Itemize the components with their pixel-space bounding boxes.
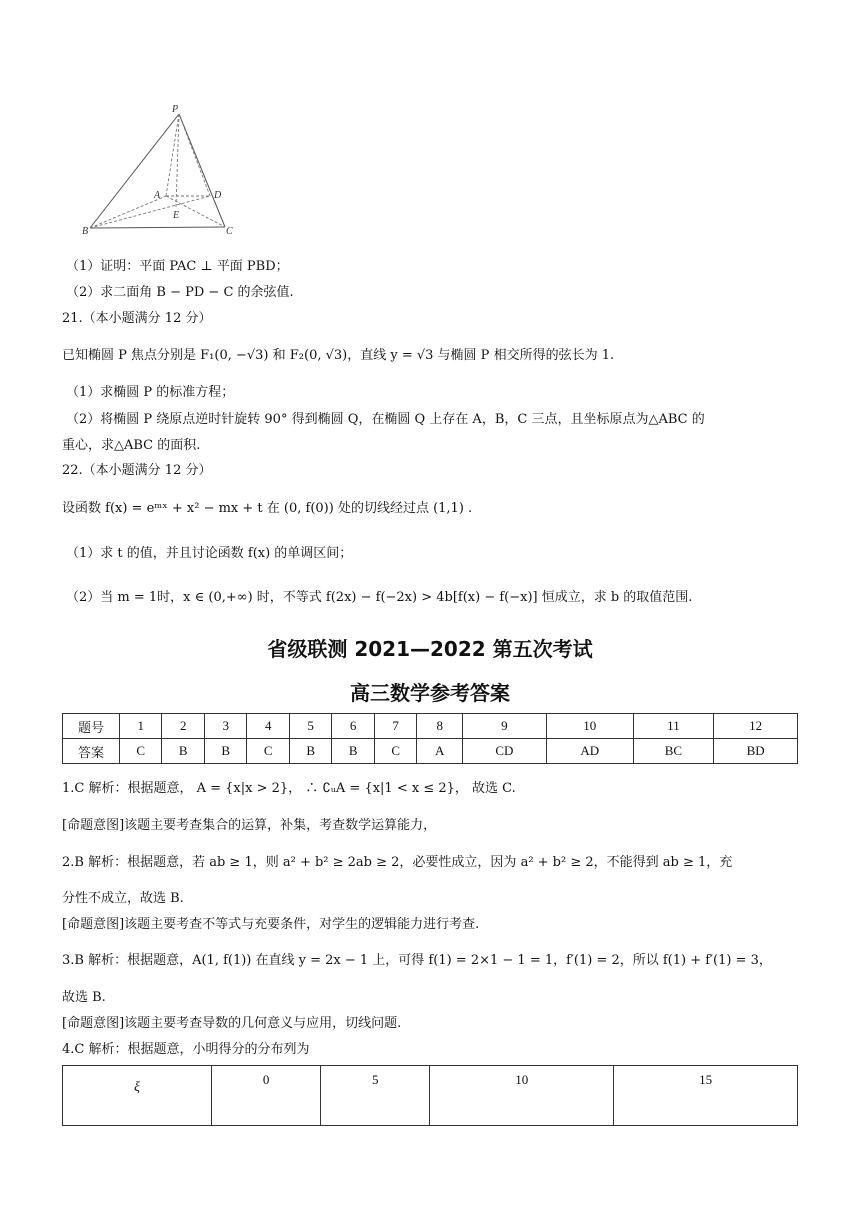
answer-cell: CD bbox=[463, 739, 547, 764]
q22-stem: 设函数 f(x) = eᵐˣ + x² − mx + t 在 (0, f(0)) 处的切线经过点 (1,1) . bbox=[62, 501, 473, 516]
distribution-value: 15 bbox=[614, 1066, 798, 1126]
row-label-number: 题号 bbox=[63, 714, 120, 739]
label-b: B bbox=[82, 226, 89, 237]
answer-cell: BC bbox=[633, 739, 714, 764]
question-number: 10 bbox=[546, 714, 633, 739]
question-number: 11 bbox=[633, 714, 714, 739]
solution-2-line2: 分性不成立，故选 B. bbox=[62, 891, 184, 906]
q21-stem: 已知椭圆 P 焦点分别是 F₁(0, −√3) 和 F₂(0, √3)，直线 y = √3 与椭圆 P 相交所得的弦长为 1. bbox=[62, 348, 615, 363]
question-number: 9 bbox=[463, 714, 547, 739]
answer-cell: B bbox=[289, 739, 331, 764]
answer-cell: B bbox=[204, 739, 246, 764]
pyramid-figure bbox=[78, 100, 248, 240]
answers-title-sub: 高三数学参考答案 bbox=[350, 681, 510, 705]
q22-part2: （2）当 m = 1时，x ∈ (0,+∞) 时，不等式 f(2x) − f(−2x) > 4b[f(x) − f(−x)] 恒成立，求 b 的取值范围. bbox=[66, 590, 693, 605]
random-variable-cell: ξ bbox=[63, 1066, 212, 1126]
solution-3-line1: 3.B 解析：根据题意，A(1, f(1)) 在直线 y = 2x − 1 上，可得 f(1) = 2×1 − 1 = 1，f′(1) = 2，所以 f(1) + f′(1) = 3， bbox=[62, 953, 772, 968]
question-number: 1 bbox=[120, 714, 162, 739]
q22-header: 22.（本小题满分 12 分） bbox=[62, 463, 212, 478]
question-number: 7 bbox=[374, 714, 416, 739]
distribution-value: 0 bbox=[212, 1066, 321, 1126]
label-c: C bbox=[226, 226, 233, 237]
answers-title-main: 省级联测 2021—2022 第五次考试 bbox=[267, 637, 593, 661]
q20-part2: （2）求二面角 B − PD − C 的余弦值. bbox=[66, 285, 294, 300]
answer-table-number-row bbox=[63, 714, 798, 739]
solution-3-line2: 故选 B. bbox=[62, 990, 106, 1005]
solution-1: 1.C 解析：根据题意， A = {x|x > 2}， ∴ ∁ᵤA = {x|1 < x ≤ 2}， 故选 C. bbox=[62, 781, 516, 796]
solution-1-intent: [命题意图]该题主要考查集合的运算，补集，考查数学运算能力， bbox=[62, 818, 437, 833]
answer-cell: AD bbox=[546, 739, 633, 764]
distribution-table bbox=[62, 1065, 798, 1126]
distribution-row bbox=[63, 1066, 798, 1126]
label-p: P bbox=[172, 104, 179, 115]
distribution-value: 10 bbox=[430, 1066, 614, 1126]
answer-cell: A bbox=[417, 739, 463, 764]
label-d: D bbox=[214, 190, 222, 201]
question-number: 5 bbox=[289, 714, 331, 739]
q21-header: 21.（本小题满分 12 分） bbox=[62, 311, 212, 326]
solution-3-intent: [命题意图]该题主要考查导数的几何意义与应用，切线问题. bbox=[62, 1016, 402, 1031]
solution-4: 4.C 解析：根据题意，小明得分的分布列为 bbox=[62, 1042, 310, 1057]
label-e: E bbox=[173, 210, 180, 221]
q21-part2-line2: 重心，求△ABC 的面积. bbox=[62, 438, 201, 453]
question-number: 3 bbox=[204, 714, 246, 739]
q20-part1: （1）证明：平面 PAC ⊥ 平面 PBD； bbox=[66, 259, 289, 274]
solution-2-line1: 2.B 解析：根据题意，若 ab ≥ 1，则 a² + b² ≥ 2ab ≥ 2，必要性成立，因为 a² + b² ≥ 2，不能得到 ab ≥ 1，充 bbox=[62, 855, 733, 870]
question-number: 6 bbox=[332, 714, 374, 739]
question-number: 8 bbox=[417, 714, 463, 739]
q21-part1: （1）求椭圆 P 的标准方程； bbox=[66, 385, 235, 400]
answer-cell: B bbox=[162, 739, 204, 764]
answer-cell: C bbox=[120, 739, 162, 764]
label-a: A bbox=[154, 190, 161, 201]
answer-cell: B bbox=[332, 739, 374, 764]
question-number: 2 bbox=[162, 714, 204, 739]
answer-table bbox=[62, 713, 798, 764]
answer-cell: C bbox=[374, 739, 416, 764]
q21-part2-line1: （2）将椭圆 P 绕原点逆时针旋转 90° 得到椭圆 Q，在椭圆 Q 上存在 A，B，C 三点，且坐标原点为△ABC 的 bbox=[66, 412, 705, 427]
answer-cell: C bbox=[247, 739, 289, 764]
solution-2-intent: [命题意图]该题主要考查不等式与充要条件，对学生的逻辑能力进行考查. bbox=[62, 917, 480, 932]
row-label-answer: 答案 bbox=[63, 739, 120, 764]
question-number: 4 bbox=[247, 714, 289, 739]
distribution-value: 5 bbox=[321, 1066, 430, 1126]
question-number: 12 bbox=[714, 714, 798, 739]
answer-table-answer-row bbox=[63, 739, 798, 764]
answer-cell: BD bbox=[714, 739, 798, 764]
q22-part1: （1）求 t 的值，并且讨论函数 f(x) 的单调区间； bbox=[66, 546, 353, 561]
